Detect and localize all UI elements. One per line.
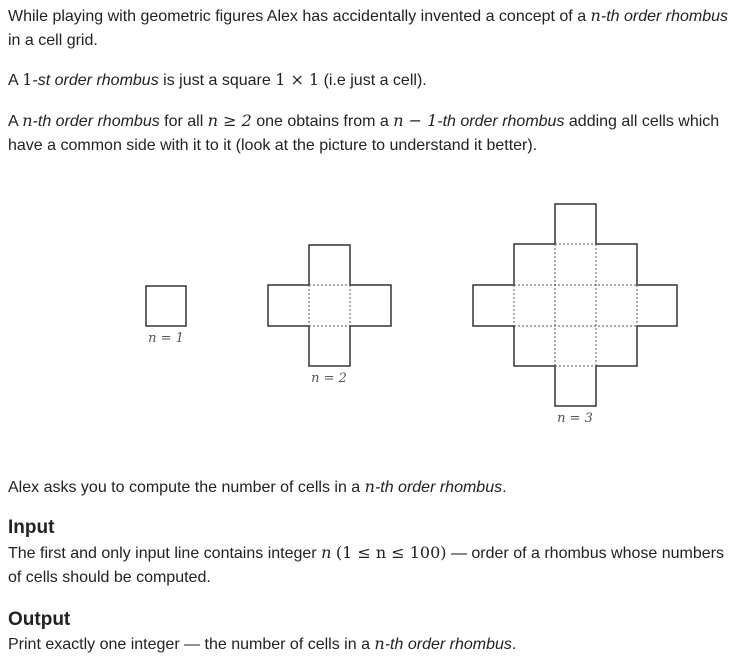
rhombus-figure: [0, 190, 742, 440]
definition-first-order: A 1-st order rhombus is just a square 1 × 1 (i.e just a cell).: [8, 70, 427, 89]
math-square-size: 1 × 1: [275, 70, 320, 89]
intro-text-end: in a cell grid.: [8, 32, 98, 49]
term-nth-order-rhombus: -th order rhombus: [32, 113, 160, 130]
math-n: n: [374, 634, 385, 653]
rhombus-n3-outline: [473, 204, 677, 406]
math-one: 1: [22, 70, 33, 89]
output-description: Print exactly one integer — the number of cells in a n-th order rhombus.: [8, 634, 517, 653]
intro-paragraph: [8, 4, 736, 53]
label-n2: n = 2: [311, 371, 347, 386]
label-n1: n = 1: [148, 331, 184, 346]
definition-nth-order: A n-th order rhombus for all n ≥ 2 one obtains from a n − 1-th order rhombus adding all cells which have a common side with it to it (look at the picture to understand it better).: [8, 111, 720, 154]
rhombus-n2-outline: [268, 245, 391, 366]
input-description: The first and only input line contains integer n (1 ≤ n ≤ 100) — order of a rhombus whose numbers of cells should be computed.: [8, 543, 724, 586]
task-paragraph: Alex asks you to compute the number of cells in a n-th order rhombus.: [8, 477, 507, 496]
math-condition: n ≥ 2: [207, 111, 252, 130]
term-nth-order-rhombus: -th order rhombus: [374, 479, 503, 496]
math-n: n: [321, 543, 332, 562]
term-nth-order-rhombus: -th order rhombus: [384, 636, 512, 653]
math-n-minus-one: n − 1: [393, 111, 438, 130]
label-n3: n = 3: [557, 411, 593, 426]
term-previous-rhombus: -th order rhombus: [437, 113, 565, 130]
math-n: n: [22, 111, 33, 130]
term-first-order-rhombus: -st order rhombus: [32, 72, 159, 89]
output-heading: Output: [8, 609, 71, 630]
math-range: (1 ≤ n ≤ 100): [335, 543, 447, 562]
term-nth-order-rhombus: -th order rhombus: [600, 8, 729, 25]
intro-text: While playing with geometric figures Alex has accidentally invented a concept of a: [8, 8, 591, 25]
rhombus-n1-cell: [146, 286, 186, 326]
math-n: n: [590, 6, 601, 25]
math-n: n: [364, 477, 375, 496]
input-heading: Input: [8, 517, 55, 538]
